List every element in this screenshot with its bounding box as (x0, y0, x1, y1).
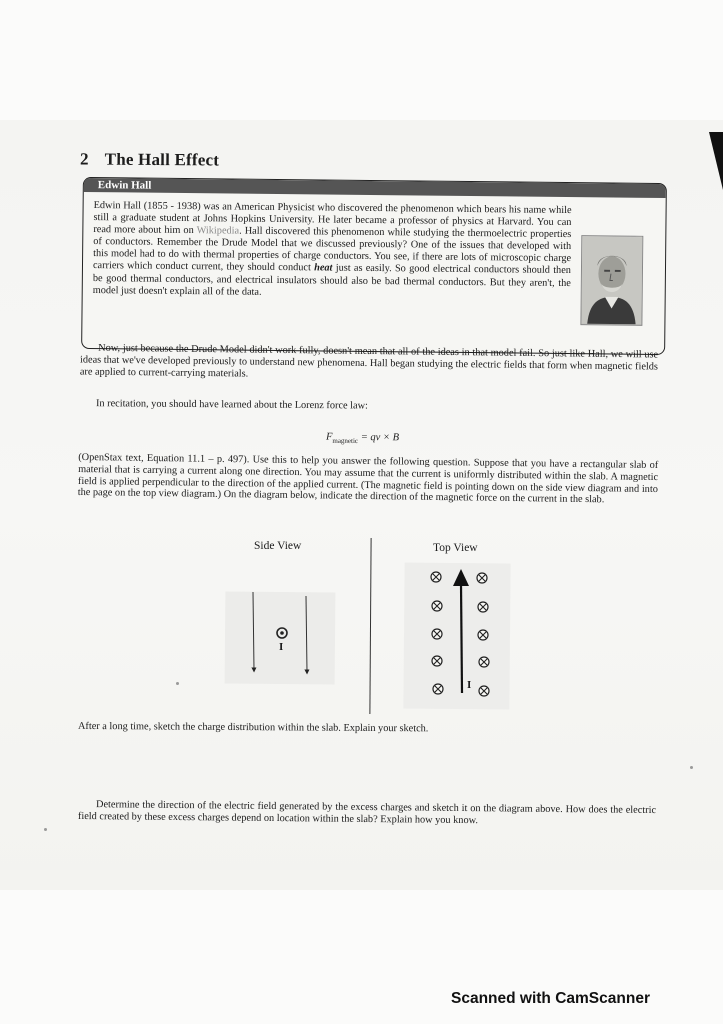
equation-subscript: magnetic (332, 436, 359, 446)
top-current-label: I (467, 679, 472, 691)
side-view-slab[interactable] (225, 592, 336, 685)
bio-text-middle: . Hall discovered this phenomenon while studying the thermoelectric properties of conductors. Remember the Drude Model that we discussed previously? One of the issues that developed with this model had to do with thermal properties of charge conductors. You see, if there are lots of microscopic charge carriers which conduct current, they should conduct (92, 225, 572, 274)
equation-rhs: = qv × B (360, 431, 400, 444)
bio-text-intro: Edwin Hall (1855 - 1938) was an American Physicist who discovered the phenomenon which bears his name while still a graduate student at Johns Hopkins University. He later became a professor of physics at Harvard. You can read more about him on (93, 200, 572, 237)
scan-speck (44, 828, 47, 831)
side-view-label: Side View (254, 540, 302, 552)
paragraph-lorenz-intro: In recitation, you should have learned about the Lorenz force law: (95, 398, 368, 412)
scan-speck (690, 766, 693, 769)
bio-text-end: just as easily. So good electrical conductors should then be good thermal conductors, and electrical insulators should also be bad thermal conductors. But they aren't, the model just doesn't explain all of the data. (92, 263, 572, 298)
bio-text (93, 200, 572, 302)
top-view-label: Top View (433, 542, 478, 554)
portrait-photo-icon (580, 235, 643, 326)
equation-lhs: F (325, 431, 333, 443)
paragraph-electric-field: Determine the direction of the electric field generated by the excess charges and sketch it on the diagram above. How does the electric field created by these excess charges depend on location within the slab? Explain how you know. (77, 799, 657, 826)
bio-emph-heat: heat (314, 262, 333, 275)
section-title: The Hall Effect (104, 149, 220, 170)
section-heading (80, 150, 219, 171)
edwin-hall-bio-box (81, 177, 667, 355)
paragraph-question: (OpenStax text, Equation 11.1 – p. 497). Use this to help you answer the following question. Suppose that you have a rectangular slab of material that is carrying a current along one direction. You may assume that the current is uniformly distributed within the slab. A magnetic field is applied perpendicular to the direction of the applied current. (The magnetic field is pointing down on the side view diagram and into the page on the top view diagram.) On the diagram below, indicate the direction of the magnetic force on the current in the slab. (77, 451, 659, 506)
side-current-label: I (279, 641, 284, 653)
top-view-slab[interactable] (403, 563, 510, 710)
wikipedia-link[interactable]: Wikipedia (196, 225, 240, 237)
paragraph-sketch-charge: After a long time, sketch the charge distribution within the slab. Explain your sketch. (77, 720, 429, 735)
lorenz-force-equation (326, 432, 399, 446)
scan-speck (176, 682, 179, 685)
camscanner-watermark: Scanned with CamScanner (451, 990, 650, 1007)
paragraph-drude-model: Now, just because the Drude Model didn't work fully, doesn't mean that all of the ideas in that model fail. So just like Hall, we will use ideas that we've developed previously to understand new phenomena. Hall began studying the electric fields that form when magnetic fields are applied to current-carrying materials. (79, 342, 659, 380)
bio-box-header: Edwin Hall (84, 178, 666, 198)
section-number: 2 (79, 149, 89, 169)
portrait-sketch (581, 236, 642, 325)
